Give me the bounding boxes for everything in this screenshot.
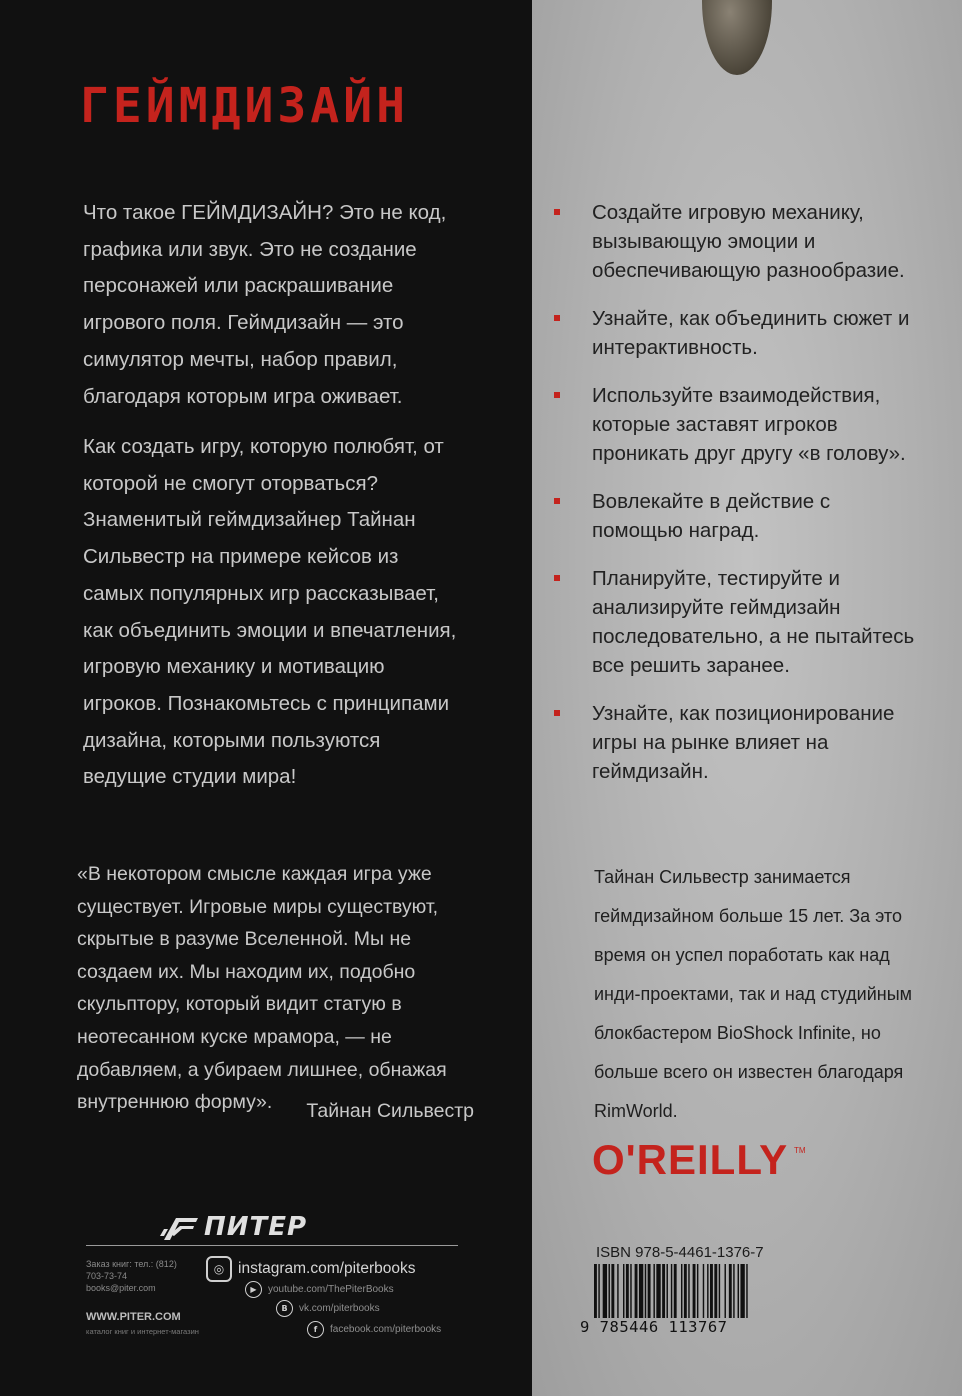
social-link-instagram: [206, 1256, 415, 1282]
barcode-bar: [603, 1264, 607, 1318]
barcode-bar: [688, 1264, 689, 1318]
barcode-bar: [714, 1264, 717, 1318]
barcode-bar: [733, 1264, 734, 1318]
trademark-mark: TM: [794, 1146, 806, 1155]
barcode-bar: [662, 1264, 665, 1318]
bullet-icon: [554, 392, 560, 398]
barcode-bar: [611, 1264, 614, 1318]
barcode-bar: [681, 1264, 682, 1318]
barcode-bar: [653, 1264, 654, 1318]
barcode-bar: [648, 1264, 651, 1318]
barcode-digits: 9 785446 113767: [580, 1318, 728, 1336]
list-item-text: Создайте игровую механику, вызывающую эмоции и обеспечивающую разнообразие.: [592, 201, 905, 282]
list-item: [552, 304, 922, 362]
barcode-bar: [746, 1264, 747, 1318]
social-link-youtube: [245, 1281, 394, 1298]
barcode-bar: [725, 1264, 726, 1318]
barcode-bar: [656, 1264, 660, 1318]
order-info: Заказ книг: тел.: (812) 703-73-74 books@piter.com: [86, 1259, 177, 1293]
facebook-icon: f: [307, 1321, 324, 1338]
barcode-bar: [630, 1264, 631, 1318]
book-title: ГЕЙМДИЗАЙН: [80, 78, 409, 134]
bullet-icon: [554, 710, 560, 716]
barcode-bar: [645, 1264, 646, 1318]
barcode-bar: [707, 1264, 708, 1318]
barcode-bar: [738, 1264, 739, 1318]
author-quote: «В некотором смысле каждая игра уже существует. Игровые миры существуют, скрытые в разуме Вселенной. Мы не создаем их. Мы находим их, подобно скульптору, который видит статую в неотесанном куске мрамора, — не добавляем, а убираем лишнее, обнажая внутреннюю форму».: [77, 863, 447, 1114]
list-item-text: Вовлекайте в действие с помощью наград.: [592, 490, 831, 542]
list-item: [552, 381, 922, 468]
bullet-icon: [554, 498, 560, 504]
isbn: ISBN 978-5-4461-1376-7: [596, 1244, 764, 1261]
list-item-text: Узнайте, как позиционирование игры на рынке влияет на геймдизайн.: [592, 702, 895, 783]
list-item: [552, 487, 922, 545]
barcode-bar: [594, 1264, 597, 1318]
list-item-text: Планируйте, тестируйте и анализируйте геймдизайн последовательно, а не пытайтесь все решить заранее.: [592, 567, 915, 677]
barcode-bar: [598, 1264, 599, 1318]
vk-icon: В: [276, 1300, 293, 1317]
divider: [86, 1245, 458, 1246]
barcode-bar: [703, 1264, 704, 1318]
barcode-bar: [729, 1264, 732, 1318]
publisher-logo: [158, 1210, 458, 1250]
social-link-text: facebook.com/piterbooks: [330, 1324, 442, 1335]
list-item: [552, 699, 922, 786]
barcode-bar: [719, 1264, 720, 1318]
youtube-icon: ▶: [245, 1281, 262, 1298]
social-link-vk: [276, 1300, 380, 1317]
social-link-text: vk.com/piterbooks: [299, 1303, 380, 1314]
list-item: [552, 198, 922, 285]
list-item-text: Узнайте, как объединить сюжет и интерактивность.: [592, 307, 910, 359]
barcode-bar: [693, 1264, 696, 1318]
barcode-bar: [623, 1264, 624, 1318]
author-bio: Тайнан Сильвестр занимается геймдизайном больше 15 лет. За это время он успел поработать как над инди-проектами, так и над студийным блокбастером BioShock Infinite, но больше всего он известен благодаря RimWorld.: [594, 867, 913, 1121]
social-link-text: instagram.com/piterbooks: [238, 1260, 416, 1277]
barcode-bar: [697, 1264, 698, 1318]
barcode-bar: [609, 1264, 610, 1318]
intro-paragraph: Что такое ГЕЙМДИЗАЙН? Это не код, графика или звук. Это не создание персонажей или раскрашивание игрового поля. Геймдизайн — это симулятор мечты, набор правил, благодаря которым игра оживает.: [83, 201, 447, 408]
list-item: [552, 564, 922, 680]
oreilly-logo: O'REILLY: [592, 1136, 789, 1183]
barcode-bar: [740, 1264, 744, 1318]
snail-illustration: [702, 0, 772, 75]
instagram-icon: ◎: [206, 1256, 232, 1282]
publisher-website-subtitle: каталог книг и интернет-магазин: [86, 1327, 199, 1336]
social-link-text: youtube.com/ThePiterBooks: [268, 1284, 394, 1295]
barcode-bar: [626, 1264, 629, 1318]
barcode-bar: [635, 1264, 638, 1318]
barcode-bar: [671, 1264, 672, 1318]
barcode-bar: [617, 1264, 618, 1318]
intro-paragraph: Как создать игру, которую полюбят, от которой не смогут оторваться? Знаменитый геймдизайнер Тайнан Сильвестр на примере кейсов из самых популярных игр рассказывает, как объединить эмоции и впечатления, игровую механику и мотивацию игроков. Познакомьтесь с принципами дизайна, которыми пользуются ведущие студии мира!: [83, 435, 457, 789]
barcode-bar: [639, 1264, 643, 1318]
list-item-text: Используйте взаимодействия, которые заставят игроков проникать друг другу «в голову».: [592, 384, 906, 465]
barcode-bar: [674, 1264, 677, 1318]
bullet-icon: [554, 315, 560, 321]
publisher-logo-mark-icon: [158, 1214, 198, 1244]
social-link-facebook: [307, 1321, 441, 1338]
feature-list: [552, 198, 922, 786]
barcode-bar: [667, 1264, 668, 1318]
barcode-bar: [710, 1264, 713, 1318]
bullet-icon: [554, 209, 560, 215]
quote-author: Тайнан Сильвестр: [306, 1100, 474, 1122]
publisher-website: WWW.PITER.COM: [86, 1311, 181, 1323]
publisher-name: ПИТЕР: [204, 1212, 308, 1242]
barcode-bar: [684, 1264, 687, 1318]
bullet-icon: [554, 575, 560, 581]
